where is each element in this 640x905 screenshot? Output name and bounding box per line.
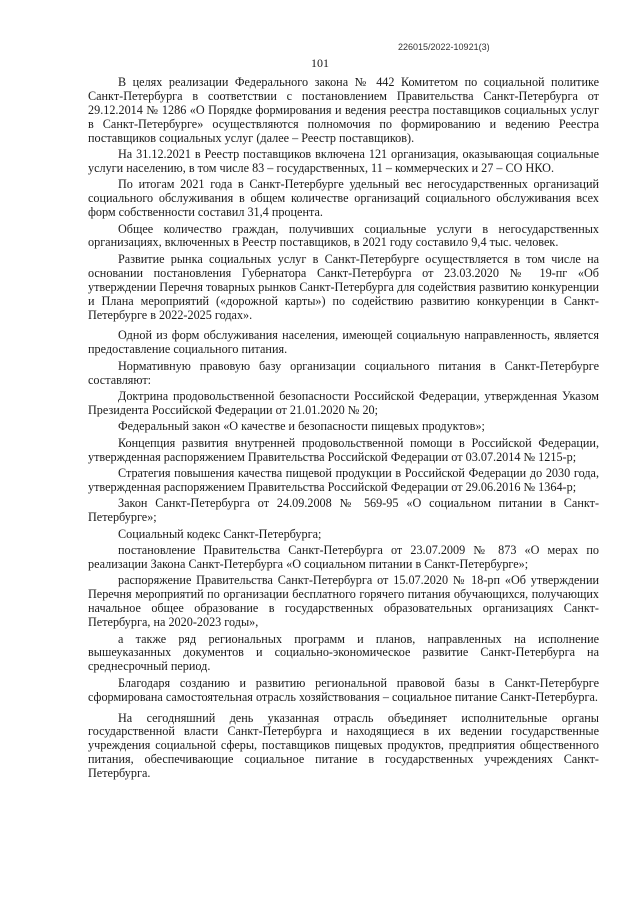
document-body [88,76,599,784]
list-item: Доктрина продовольственной безопасности Российской Федерации, утвержденная Указом Президента Российской Федерации от 21.01.2020 № 20; [88,389,599,417]
list-item: Концепция развития внутренней продовольственной помощи в Российской Федерации, утвержденная распоряжением Правительства Российской Федерации от 03.07.2014 № 1215-р; [88,435,599,464]
page-number: 101 [311,56,329,70]
paragraph: По итогам 2021 года в Санкт-Петербурге удельный вес негосударственных организаций социального обслуживания в общем количестве организаций социального обслуживания всех форм собственности составил 31,4 процента. [88,177,599,220]
paragraph: На 31.12.2021 в Реестр поставщиков включена 121 организация, оказывающая социальные услуги населению, в том числе 83 – государственных, 11 – коммерческих и 27 – СО НКО. [88,147,599,175]
list-item: Закон Санкт-Петербурга от 24.09.2008 № 569-95 «О социальном питании в Санкт-Петербурге»; [88,496,599,525]
list-item: Федеральный закон «О качестве и безопасности пищевых продуктов»; [118,419,485,434]
paragraph: На сегодняшний день указанная отрасль объединяет исполнительные органы государственной власти Санкт-Петербурга и находящиеся в их ведении государственные учреждения социальной сферы, поставщиков пищевых продуктов, предприятия общественного питания, обеспечивающие социальное питание в государственных учреждениях Санкт-Петербурга. [88,710,599,781]
list-item: постановление Правительства Санкт-Петербурга от 23.07.2009 № 873 «О мерах по реализации Закона Санкт-Петербурга «О социальном питании в Санкт-Петербурге»; [88,543,599,571]
list-item: Социальный кодекс Санкт-Петербурга; [118,526,322,541]
paragraph: Одной из форм обслуживания населения, имеющей социальную направленность, является предоставление социального питания. [88,328,599,357]
paragraph: Общее количество граждан, получивших социальные услуги в негосударственных организациях, включенных в Реестр поставщиков, в 2021 году составило 9,4 тыс. человек. [88,221,599,250]
paragraph: Нормативную правовую базу организации социального питания в Санкт-Петербурге составляют: [88,358,599,387]
document-registration-code: 226015/2022-10921(3) [398,42,490,52]
paragraph: Развитие рынка социальных услуг в Санкт-Петербурге осуществляется в том числе на основании постановления Губернатора Санкт-Петербурга от 23.03.2020 № 19-пг «Об утверждении Перечня товарных рынков Санкт-Петербурга для содействия развитию конкуренции и Плана мероприятий («дорожной карты») по содействию развитию конкуренции в Санкт-Петербурге в 2022-2025 годах». [88,251,599,322]
paragraph: Благодаря созданию и развитию региональной правовой базы в Санкт-Петербурге сформирована самостоятельная отрасль хозяйствования – социальное питание Санкт-Петербурга. [88,675,599,704]
paragraph: а также ряд региональных программ и планов, направленных на исполнение вышеуказанных документов и социально-экономическое развитие Санкт-Петербурга на среднесрочный период. [88,631,599,674]
list-item: Стратегия повышения качества пищевой продукции в Российской Федерации до 2030 года, утвержденная распоряжением Правительства Российской Федерации от 29.06.2016 № 1364-р; [88,466,599,494]
paragraph: В целях реализации Федерального закона № 442 Комитетом по социальной политике Санкт-Петербурга в соответствии с постановлением Правительства Санкт-Петербурга от 29.12.2014 № 1286 «О Порядке формирования и ведения реестра поставщиков социальных услуг в Санкт-Петербурге» осуществляются полномочия по формированию и ведению Реестра поставщиков социальных услуг (далее – Реестр поставщиков). [88,75,599,145]
list-item: распоряжение Правительства Санкт-Петербурга от 15.07.2020 № 18-рп «Об утверждении Перечня мероприятий по организации бесплатного горячего питания обучающихся, получающих начальное общее образование в государственных образовательных организациях Санкт-Петербурга, на 2020-2023 годы», [88,573,599,630]
